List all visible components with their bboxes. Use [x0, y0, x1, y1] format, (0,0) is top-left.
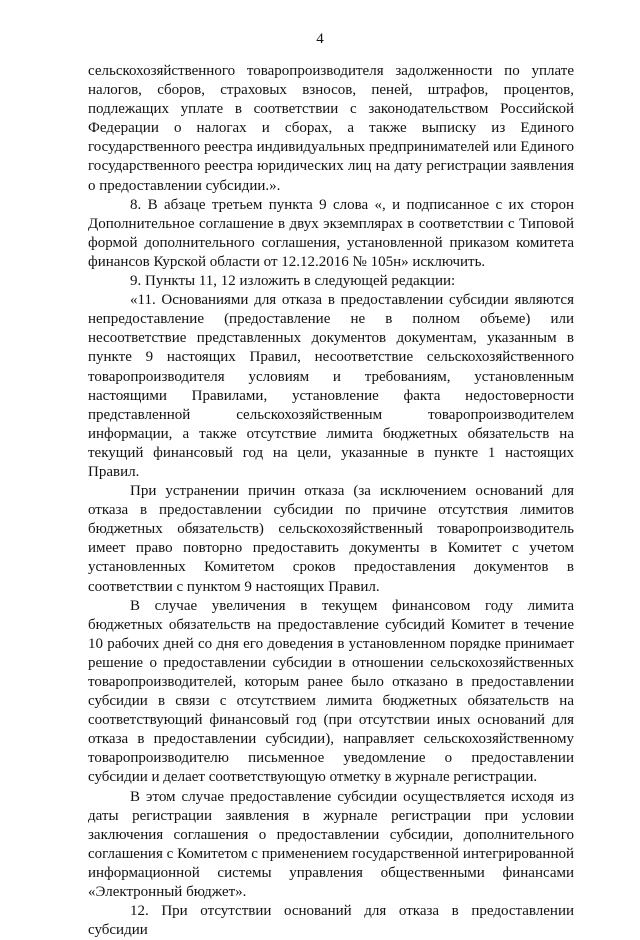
paragraph-item-8: 8. В абзаце третьем пункта 9 слова «, и подписанное с их сторон Дополнительное соглашение в двух экземплярах в соответствии с Типовой формой дополнительного соглашения, установленной приказом комитета финансов Курской области от 12.12.2016 № 105н» исключить. — [88, 196, 574, 270]
paragraph-clause-12: 12. При отсутствии оснований для отказа в предоставлении субсидии — [88, 903, 574, 939]
paragraph-resubmission: При устранении причин отказа (за исключением оснований для отказа в предоставлении субсидии по причине отсутствия лимитов бюджетных обязательств) сельскохозяйственный товаропроизводитель имеет право повторно предоставить документы в Комитет с учетом установленных Комитетом сроков предоставления документов в соответствии с пунктом 9 настоящих Правил. — [88, 483, 574, 595]
paragraph-registration-order: В этом случае предоставление субсидии осуществляется исходя из даты регистрации заявления в журнале регистрации при условии заключения соглашения о предоставлении субсидии, дополнительного соглашения с Комитетом с применением государственной интегрированной информационной системы управления общественными финансами «Электронный бюджет». — [88, 788, 574, 901]
page-number: 4 — [316, 31, 324, 47]
document-body — [88, 62, 574, 940]
paragraph-continuation: сельскохозяйственного товаропроизводителя задолженности по уплате налогов, сборов, страховых взносов, пеней, штрафов, процентов, подлежащих уплате в соответствии с законодательством Российской Федерации о налогах и сборах, а также выписку из Единого государственного реестра индивидуальных предпринимателей или Единого государственного реестра юридических лиц на дату регистрации заявления о предоставлении субсидии.». — [88, 63, 574, 194]
paragraph-item-9: 9. Пункты 11, 12 изложить в следующей редакции: — [130, 273, 456, 290]
paragraph-clause-11: «11. Основаниями для отказа в предоставлении субсидии являются непредоставление (предоставление не в полном объеме) или несоответствие представленных документов документам, указанным в пункте 9 настоящих Правил, несоответствие сельскохозяйственного товаропроизводителя условиям и требованиям, установленным настоящими Правилами, установление факта недостоверности представленной сельскохозяйственным товаропроизводителем информации, а также отсутствие лимита бюджетных обязательств на текущий финансовый год на цели, указанные в пункте 1 настоящих Правил. — [88, 292, 574, 480]
paragraph-limit-increase: В случае увеличения в текущем финансовом году лимита бюджетных обязательств на предоставление субсидий Комитет в течение 10 рабочих дней со дня его доведения в установленном порядке принимает решение о предоставлении субсидии в отношении сельскохозяйственных товаропроизводителей, которым ранее было отказано в предоставлении субсидии в связи с отсутствием лимита бюджетных обязательств на соответствующий финансовый год (при отсутствии иных оснований для отказа в предоставлении субсидии), направляет сельскохозяйственному товаропроизводителю письменное уведомление о предоставлении субсидии и делает соответствующую отметку в журнале регистрации. — [88, 597, 574, 786]
